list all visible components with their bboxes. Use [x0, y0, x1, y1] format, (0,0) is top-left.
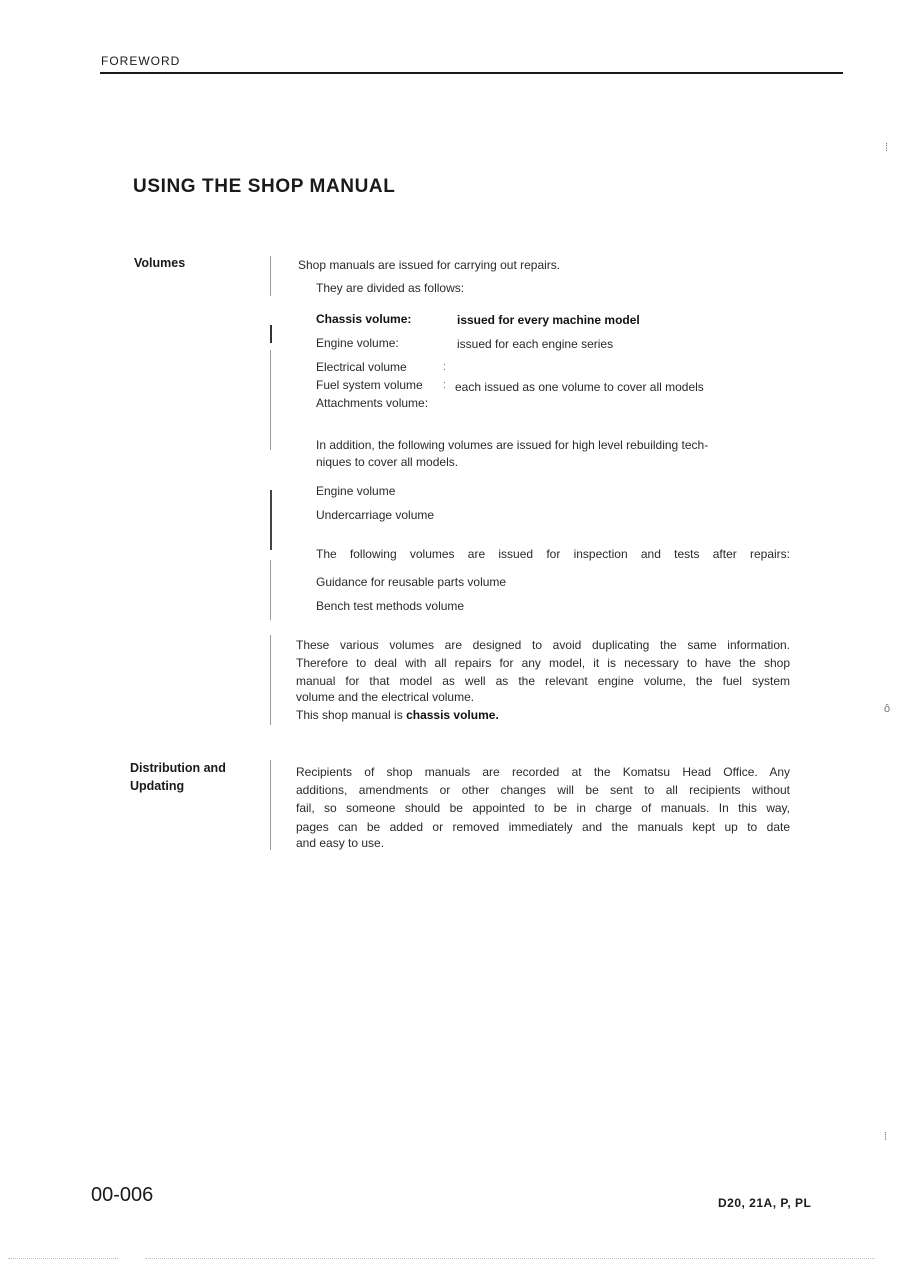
page-title: USING THE SHOP MANUAL — [133, 176, 396, 197]
margin-rule — [270, 256, 271, 296]
volumes-intro-line-1: Shop manuals are issued for carrying out repairs. — [298, 258, 561, 272]
margin-rule — [270, 325, 272, 343]
inspection-item: Guidance for reusable parts volume — [316, 575, 507, 589]
scan-artifact: ô — [884, 703, 891, 715]
margin-rule — [270, 490, 272, 550]
summary-line-4: volume and the electrical volume. — [296, 690, 475, 704]
summary-line-2: Therefore to deal with all repairs for any model, it is necessary to have the shop — [296, 656, 790, 670]
header-rule — [100, 72, 843, 74]
summary-line-3: manual for that model as well as the relevant engine volume, the fuel system — [296, 674, 790, 688]
grouped-volumes-desc: each issued as one volume to cover all models — [455, 380, 704, 394]
model-designation: D20, 21A, P, PL — [718, 1196, 812, 1210]
scan-artifact: ⁞ — [884, 1131, 888, 1143]
distribution-line-2: additions, amendments or other changes will be sent to all recipients without — [296, 783, 790, 797]
margin-rule — [270, 350, 271, 450]
margin-rule — [270, 635, 271, 725]
inspection-intro: The following volumes are issued for inspection and tests after repairs: — [316, 547, 790, 561]
margin-rule — [270, 560, 271, 620]
distribution-line-5: and easy to use. — [296, 836, 385, 850]
distribution-line-1: Recipients of shop manuals are recorded at the Komatsu Head Office. Any — [296, 765, 790, 779]
fuel-system-volume-name: Fuel system volume — [316, 378, 423, 392]
engine-volume-name: Engine volume: — [316, 336, 399, 350]
scan-artifact — [145, 1258, 875, 1260]
summary-line-5-prefix: This shop manual is — [296, 708, 403, 722]
margin-rule — [270, 760, 271, 850]
rebuilding-intro-line-1: In addition, the following volumes are issued for high level rebuilding tech- — [316, 438, 709, 452]
scan-artifact: ⁞ — [885, 142, 889, 154]
chassis-volume-name: Chassis volume: — [316, 312, 412, 326]
volumes-intro-line-2: They are divided as follows: — [316, 281, 465, 295]
inspection-item: Bench test methods volume — [316, 599, 465, 613]
attachments-volume-name: Attachments volume: — [316, 396, 429, 410]
page-number: 00-006 — [91, 1184, 154, 1206]
distribution-line-4: pages can be added or removed immediately and the manuals kept up to date — [296, 820, 790, 834]
distribution-line-3: fail, so someone should be appointed to be in charge of manuals. In this way, — [296, 801, 790, 815]
distribution-label-line-1: Distribution and — [130, 761, 226, 775]
rebuilding-item: Engine volume — [316, 484, 396, 498]
rebuilding-intro-line-2: niques to cover all models. — [316, 455, 459, 469]
summary-line-1: These various volumes are designed to avoid duplicating the same information. — [296, 638, 790, 652]
brace-mark: : — [443, 361, 447, 373]
rebuilding-item: Undercarriage volume — [316, 508, 435, 522]
electrical-volume-name: Electrical volume — [316, 360, 407, 374]
engine-volume-desc: issued for each engine series — [457, 337, 614, 351]
volumes-label: Volumes — [134, 256, 186, 270]
scan-artifact — [8, 1258, 118, 1260]
brace-mark: : — [443, 379, 447, 391]
summary-line-5 — [296, 706, 499, 724]
section-header: FOREWORD — [101, 54, 181, 68]
summary-line-5-bold: chassis volume. — [406, 708, 499, 722]
chassis-volume-desc: issued for every machine model — [457, 313, 640, 327]
distribution-label-line-2: Updating — [130, 779, 185, 793]
